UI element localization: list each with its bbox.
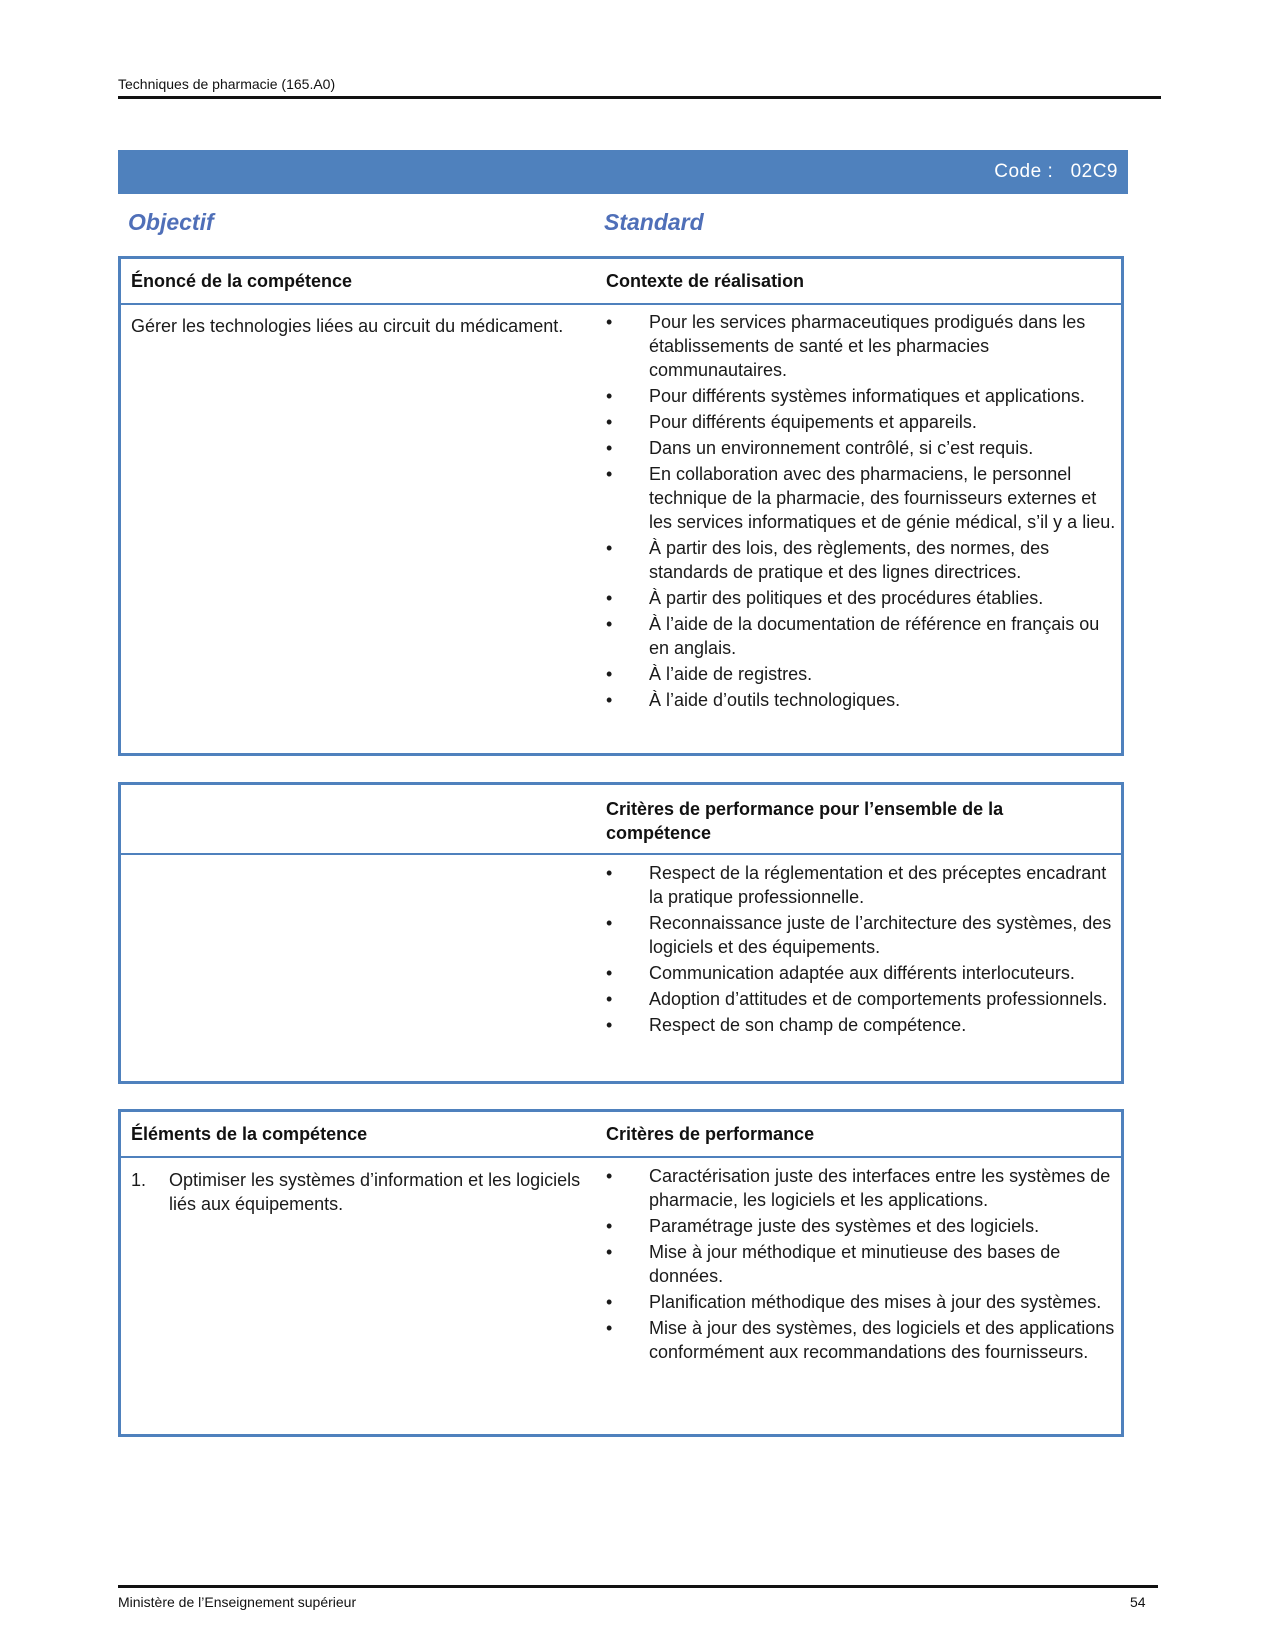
list-item: • À l’aide de la documentation de référence en français ou en anglais. xyxy=(606,612,1116,660)
elements-criteres-table xyxy=(118,1109,1124,1437)
header-divider xyxy=(118,96,1161,99)
elements-header: Éléments de la compétence xyxy=(131,1124,368,1144)
element-text: Optimiser les systèmes d’information et les logiciels liés aux équipements. xyxy=(169,1170,581,1214)
list-item: • Paramétrage juste des systèmes et des logiciels. xyxy=(606,1214,1116,1238)
element-number: 1. xyxy=(131,1170,147,1190)
table-header-row xyxy=(121,1112,1121,1158)
list-item: • Communication adaptée aux différents interlocuteurs. xyxy=(606,961,1116,985)
document-header-title: Techniques de pharmacie (165.A0) xyxy=(118,76,336,92)
criteres-ensemble-table xyxy=(118,782,1124,1084)
standard-heading: Standard xyxy=(604,209,704,235)
list-item: • Mise à jour des systèmes, des logiciels et des applications conformément aux recommandations des fournisseurs. xyxy=(606,1316,1116,1364)
list-item: • Respect de son champ de compétence. xyxy=(606,1013,1116,1037)
table-header-row xyxy=(121,785,1121,855)
list-item: • Pour différents systèmes informatiques et applications. xyxy=(606,384,1116,408)
list-item: • Pour différents équipements et appareils. xyxy=(606,410,1116,434)
criteres-ensemble-list xyxy=(606,861,1116,1037)
list-item: • À partir des lois, des règlements, des normes, des standards de pratique et des lignes directrices. xyxy=(606,536,1116,584)
list-item: • Pour les services pharmaceutiques prodigués dans les établissements de santé et les pharmacies communautaires. xyxy=(606,310,1116,382)
contexte-list-container xyxy=(606,310,1116,714)
list-item: • Adoption d’attitudes et de comportements professionnels. xyxy=(606,987,1116,1011)
enonce-text: Gérer les technologies liées au circuit du médicament. xyxy=(131,316,564,336)
numbered-element xyxy=(131,1168,581,1216)
list-item: • À l’aide d’outils technologiques. xyxy=(606,688,1116,712)
criteres-list xyxy=(606,1164,1116,1364)
enonce-contexte-table xyxy=(118,256,1124,756)
objectif-heading: Objectif xyxy=(128,209,214,235)
enonce-header: Énoncé de la compétence xyxy=(131,271,353,291)
footer-ministry: Ministère de l’Enseignement supérieur xyxy=(118,1594,357,1610)
list-item: • Reconnaissance juste de l’architecture des systèmes, des logiciels et des équipements. xyxy=(606,911,1116,959)
criteres-ensemble-header: Critères de performance pour l’ensemble de la compétence xyxy=(606,799,1004,843)
list-item: • Caractérisation juste des interfaces entre les systèmes de pharmacie, les logiciels et les applications. xyxy=(606,1164,1116,1212)
list-item: • Dans un environnement contrôlé, si c’est requis. xyxy=(606,436,1116,460)
criteres-ensemble-container xyxy=(606,861,1116,1039)
list-item: • À partir des politiques et des procédures établies. xyxy=(606,586,1116,610)
criteres-header: Critères de performance xyxy=(606,1124,815,1144)
list-item: • Planification méthodique des mises à jour des systèmes. xyxy=(606,1290,1116,1314)
list-item: • En collaboration avec des pharmaciens, le personnel technique de la pharmacie, des fournisseurs externes et les services informatiques et de génie médical, s’il y a lieu. xyxy=(606,462,1116,534)
table-header-row xyxy=(121,259,1121,305)
element-item xyxy=(131,1168,581,1216)
competency-code: Code : 02C9 xyxy=(994,161,1118,182)
footer-divider xyxy=(118,1585,1158,1588)
list-item: • À l’aide de registres. xyxy=(606,662,1116,686)
contexte-list xyxy=(606,310,1116,712)
list-item: • Respect de la réglementation et des préceptes encadrant la pratique professionnelle. xyxy=(606,861,1116,909)
code-band xyxy=(118,150,1128,194)
criteres-list-container xyxy=(606,1164,1116,1366)
page-number: 54 xyxy=(1130,1594,1146,1610)
list-item: • Mise à jour méthodique et minutieuse des bases de données. xyxy=(606,1240,1116,1288)
contexte-header: Contexte de réalisation xyxy=(606,271,805,291)
